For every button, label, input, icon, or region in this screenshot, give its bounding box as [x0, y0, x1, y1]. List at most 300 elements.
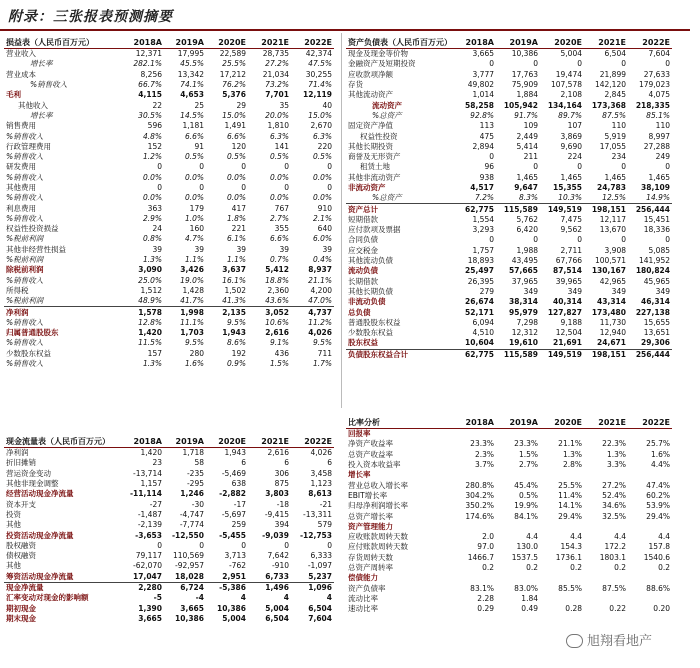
cell-value: 1,496: [265, 583, 289, 592]
cell-value: 28,735: [262, 49, 289, 59]
cell-value: 11.5%: [138, 338, 162, 348]
cell-value: -92,957: [175, 561, 204, 571]
cell-value: 218,335: [635, 100, 670, 110]
cell-value: 41.3%: [222, 296, 246, 306]
cell-value: 110: [655, 121, 670, 131]
cell-value: 0.5%: [312, 152, 332, 162]
table-header-row: [346, 417, 672, 429]
cell-value: 157.8: [648, 542, 670, 552]
table-row: [4, 193, 334, 203]
cell-value: 0.9%: [226, 359, 246, 369]
cell-value: 2,711: [560, 245, 582, 255]
cell-value: 0.0%: [184, 172, 204, 182]
cell-value: 18,893: [467, 256, 494, 266]
table-row: [4, 551, 334, 561]
row-label: 净利润: [6, 448, 29, 458]
cell-value: 47.0%: [308, 296, 332, 306]
row-label: 速动比率: [348, 604, 378, 614]
table-row: [4, 328, 334, 338]
row-label: 增长率: [30, 59, 53, 69]
column-header: 2022E: [304, 436, 332, 446]
cell-value: 12,117: [599, 214, 626, 224]
cell-value: 0.0%: [226, 172, 246, 182]
cell-value: 173,368: [591, 100, 626, 110]
cell-value: 1.3%: [142, 255, 162, 265]
cell-value: 8,256: [140, 69, 162, 79]
cell-value: 2.7%: [269, 213, 289, 223]
table-row: [346, 338, 672, 349]
table-row: [346, 511, 672, 521]
cell-value: 8,997: [648, 131, 670, 141]
cell-value: 1.5%: [269, 359, 289, 369]
table-row: [346, 173, 672, 183]
cell-value: 0: [241, 162, 246, 172]
cell-value: 0: [284, 162, 289, 172]
cell-value: 0: [621, 162, 626, 172]
cell-value: 57,665: [509, 266, 538, 276]
row-label: 长期借款: [348, 276, 378, 286]
cell-value: 6,504: [604, 49, 626, 59]
cell-value: -910: [271, 561, 289, 571]
table-row: [346, 183, 672, 193]
cell-value: -62,070: [133, 561, 162, 571]
row-label: %销售收入: [6, 317, 44, 327]
cell-value: 2.7%: [518, 460, 538, 470]
cell-value: 29.4%: [558, 511, 582, 521]
table-row: [346, 266, 672, 276]
cell-value: 4,653: [180, 90, 204, 100]
ratio-analysis-table: [346, 417, 672, 614]
cell-value: 27.2%: [265, 59, 289, 69]
cell-value: 0.29: [477, 604, 494, 614]
cell-value: 6.6%: [226, 131, 246, 141]
table-row: [346, 100, 672, 110]
cell-value: 27,288: [643, 141, 670, 151]
column-header: 2020E: [218, 37, 246, 47]
cell-value: 6.6%: [184, 131, 204, 141]
table-row: [346, 573, 672, 583]
cell-value: 174.6%: [465, 511, 494, 521]
cell-value: 6.1%: [226, 234, 246, 244]
cell-value: 6,724: [180, 583, 204, 592]
cell-value: 25: [194, 100, 204, 110]
cell-value: 15,451: [643, 214, 670, 224]
table-row: [4, 224, 334, 234]
cell-value: 2,894: [472, 141, 494, 151]
row-label: 增长率: [30, 110, 53, 120]
cell-value: 394: [274, 520, 289, 530]
cell-value: 13,651: [643, 328, 670, 338]
cell-value: 17,055: [599, 141, 626, 151]
cell-value: 417: [231, 203, 246, 213]
row-label: 其他流动负债: [348, 256, 393, 266]
cell-value: 4,737: [308, 307, 332, 317]
cell-value: [540, 470, 584, 480]
cell-value: 37,965: [511, 276, 538, 286]
cell-value: 39: [194, 244, 204, 254]
cell-value: 12,940: [599, 328, 626, 338]
cell-value: 0.0%: [142, 193, 162, 203]
table-row: [346, 460, 672, 470]
row-label: 应交税金: [348, 245, 378, 255]
cell-value: 14.5%: [180, 110, 204, 120]
table-row: [346, 349, 672, 360]
cell-value: 4.4: [614, 532, 626, 542]
cell-value: 4,026: [310, 448, 332, 458]
row-label: 短期借款: [348, 214, 378, 224]
table-row: [346, 235, 672, 245]
cell-value: 19.9%: [514, 501, 538, 511]
cell-value: 1,246: [180, 489, 204, 499]
table-row: [346, 307, 672, 317]
cell-value: 52.4%: [602, 490, 626, 500]
cell-value: 141: [274, 141, 289, 151]
column-header: 2018A: [465, 417, 494, 427]
cell-value: 1,181: [182, 121, 204, 131]
cell-value: 5,004: [265, 603, 289, 613]
table-row: [346, 49, 672, 60]
cell-value: -9,415: [264, 509, 289, 519]
table-header-row: [4, 37, 334, 49]
cell-value: 0.0%: [269, 172, 289, 182]
cell-value: 875: [274, 479, 289, 489]
cell-value: 92.8%: [470, 110, 494, 120]
cell-value: 11,730: [599, 317, 626, 327]
cell-value: 38,314: [509, 297, 538, 307]
cell-value: 88.6%: [646, 583, 670, 593]
cell-value: [452, 470, 496, 480]
cell-value: 97.0: [477, 542, 494, 552]
table-row: [4, 614, 334, 624]
cell-value: 767: [274, 203, 289, 213]
cell-value: 42,965: [599, 276, 626, 286]
row-label: 经营活动现金净流量: [6, 489, 74, 499]
table-row: [4, 603, 334, 613]
cell-value: 16.1%: [222, 275, 246, 285]
cell-value: 2.28: [477, 593, 494, 603]
cell-value: -762: [228, 561, 246, 571]
table-row: [4, 541, 334, 551]
cell-value: 3,803: [265, 489, 289, 499]
cell-value: 475: [479, 131, 494, 141]
cell-value: 62,775: [465, 204, 494, 214]
column-header: 2022E: [304, 37, 332, 47]
cell-value: 1,465: [560, 172, 582, 182]
row-label: %销售收入: [6, 172, 44, 182]
cell-value: 53.9%: [646, 501, 670, 511]
cell-value: 0.5%: [184, 152, 204, 162]
cell-value: 39: [236, 244, 246, 254]
cell-value: 30.5%: [138, 110, 162, 120]
cell-value: 23: [152, 458, 162, 468]
cell-value: 9,562: [560, 225, 582, 235]
row-label: 存货周转天数: [348, 552, 393, 562]
cell-value: 0: [621, 59, 626, 69]
cell-value: -2,139: [137, 520, 162, 530]
cell-value: -13,714: [133, 468, 162, 478]
cell-value: 0.2: [482, 563, 494, 572]
cell-value: -3,653: [135, 530, 162, 540]
cell-value: 19,610: [509, 338, 538, 348]
table-row: [4, 510, 334, 520]
cell-value: -30: [191, 499, 204, 509]
cell-value: 23.3%: [514, 439, 538, 449]
row-label: 其他费用: [6, 183, 36, 192]
table-title: 比率分析: [348, 417, 380, 427]
row-label: 总资产周转率: [348, 563, 393, 572]
cell-value: 6,733: [265, 571, 289, 581]
cell-value: 27.2%: [602, 480, 626, 490]
cell-value: 43.6%: [265, 296, 289, 306]
row-label: 总资产增长率: [348, 511, 393, 521]
title-rule: [0, 29, 690, 31]
cell-value: 1,157: [140, 479, 162, 489]
cell-value: 19,474: [555, 69, 582, 79]
cell-value: 21.1%: [558, 439, 582, 449]
cell-value: 3.7%: [474, 460, 494, 470]
table-row: [4, 286, 334, 296]
cell-value: 11.2%: [308, 317, 332, 327]
row-label: 汇率变动对现金的影响额: [6, 593, 89, 603]
cell-value: [496, 573, 540, 583]
cell-value: 89.7%: [558, 110, 582, 120]
cell-value: 279: [479, 286, 494, 296]
watermark-text: 旭翔看地产: [587, 634, 653, 649]
table-row: [346, 121, 672, 131]
row-label: 期初现金: [6, 603, 36, 613]
cell-value: 105,942: [503, 100, 538, 110]
cell-value: 29,306: [641, 338, 670, 348]
cell-value: 1,096: [308, 583, 332, 592]
cell-value: 21.1%: [308, 275, 332, 285]
cell-value: 436: [274, 348, 289, 358]
balance-sheet-table: [346, 37, 672, 360]
cell-value: 79,117: [135, 551, 162, 561]
column-header: 2019A: [175, 436, 204, 446]
cell-value: 14.9%: [646, 193, 670, 203]
cell-value: [628, 594, 672, 604]
cell-value: -295: [186, 479, 204, 489]
cell-value: 8.3%: [518, 193, 538, 203]
cell-value: 280: [189, 348, 204, 358]
cell-value: 39: [279, 244, 289, 254]
row-label: 其他: [6, 561, 21, 571]
cell-value: 4,115: [138, 90, 162, 100]
cell-value: 0.5%: [518, 490, 538, 500]
cell-value: 1.6%: [650, 449, 670, 459]
cell-value: 96: [484, 162, 494, 172]
row-label: %销售收入: [6, 275, 44, 285]
cell-value: 60.2%: [646, 490, 670, 500]
row-label: 偿债能力: [348, 573, 378, 583]
cell-value: 1.3%: [606, 449, 626, 459]
table-row: [4, 520, 334, 530]
row-label: %销售收入: [6, 193, 44, 203]
cell-value: 1,390: [138, 603, 162, 613]
row-label: 所得税: [6, 285, 29, 295]
row-label: 净资产收益率: [348, 439, 393, 449]
row-label: 其他长期负债: [348, 286, 393, 296]
table-row: [4, 100, 334, 110]
row-label: 总资产收益率: [348, 449, 393, 459]
row-label: %税前利润: [6, 234, 44, 244]
cell-value: 0: [621, 235, 626, 245]
cell-value: [584, 470, 628, 480]
row-label: 现金净流量: [6, 583, 44, 592]
cell-value: 40,314: [553, 297, 582, 307]
table-row: [346, 131, 672, 141]
cell-value: 83.0%: [514, 583, 538, 593]
table-row: [4, 349, 334, 359]
cell-value: 4,200: [310, 285, 332, 295]
cell-value: 1.7%: [312, 359, 332, 369]
cell-value: 21,034: [262, 69, 289, 79]
table-row: [346, 553, 672, 563]
cell-value: 596: [147, 121, 162, 131]
cell-value: 2.9%: [142, 213, 162, 223]
cell-value: 0.8%: [142, 234, 162, 244]
table-row: [4, 255, 334, 265]
cell-value: 24: [152, 224, 162, 234]
row-label: 非流动负债: [348, 297, 386, 307]
cell-value: 83.1%: [470, 583, 494, 593]
table-row: [346, 297, 672, 307]
cell-value: 107: [567, 121, 582, 131]
cell-value: 120: [231, 141, 246, 151]
cell-value: 4.8%: [142, 131, 162, 141]
table-row: [4, 530, 334, 540]
row-label: 应付账款周转天数: [348, 542, 408, 552]
row-label: 非流动资产: [348, 183, 386, 192]
row-label: 权益性投资: [360, 131, 398, 141]
cell-value: 3,908: [604, 245, 626, 255]
cell-value: 1,703: [180, 328, 204, 338]
table-row: [346, 80, 672, 90]
cell-value: 4: [326, 593, 332, 603]
cell-value: 154.3: [560, 542, 582, 552]
table-row: [4, 296, 334, 307]
cell-value: 3,665: [138, 613, 162, 623]
cell-value: 7,604: [648, 49, 670, 59]
row-label: %税前利润: [6, 296, 44, 306]
cell-value: 0: [533, 162, 538, 172]
column-header: 2018A: [133, 436, 162, 446]
table-row: [4, 111, 334, 121]
cell-value: 0.0%: [142, 172, 162, 182]
cell-value: 1537.5: [511, 552, 538, 562]
cell-value: 1,810: [267, 121, 289, 131]
row-label: 投资: [6, 509, 21, 519]
cell-value: 9.5%: [312, 338, 332, 348]
cell-value: -5,469: [221, 468, 246, 478]
row-label: 营业成本: [6, 69, 36, 79]
cell-value: 1,757: [472, 245, 494, 255]
cell-value: 58: [194, 458, 204, 468]
cell-value: 3,458: [310, 468, 332, 478]
table-row: [346, 542, 672, 552]
cell-value: 130,167: [591, 266, 626, 276]
table-row: [346, 256, 672, 266]
cell-value: 0: [665, 235, 670, 245]
table-row: [346, 491, 672, 501]
cell-value: 21,899: [599, 69, 626, 79]
cell-value: 1.0%: [184, 213, 204, 223]
cell-value: 0.2: [526, 563, 538, 572]
cell-value: 2,845: [604, 90, 626, 100]
cell-value: 349: [655, 286, 670, 296]
cell-value: 3,777: [472, 69, 494, 79]
cell-value: 7.2%: [474, 193, 494, 203]
cell-value: 0.22: [609, 604, 626, 614]
cell-value: 3,665: [180, 603, 204, 613]
cell-value: -18: [276, 499, 289, 509]
table-row: [4, 458, 334, 468]
cash-flow-table: [4, 436, 334, 624]
table-row: [346, 470, 672, 480]
cell-value: 5,004: [222, 613, 246, 623]
row-label: 行政管理费用: [6, 141, 51, 151]
cell-value: 304.2%: [465, 490, 494, 500]
cell-value: 87,514: [553, 266, 582, 276]
row-label: 利息费用: [6, 203, 36, 213]
cell-value: 640: [317, 224, 332, 234]
row-label: 少数股东权益: [6, 348, 51, 358]
column-header: 2019A: [509, 37, 538, 47]
cell-value: 0: [199, 540, 204, 550]
cell-value: 2.0: [482, 532, 494, 542]
row-label: 营业总收入增长率: [348, 480, 408, 490]
column-header: 2020E: [218, 436, 246, 446]
row-label: %销售收入: [30, 80, 68, 90]
cell-value: 25.5%: [558, 480, 582, 490]
cell-value: 22.3%: [602, 439, 626, 449]
table-header-row: [4, 436, 334, 448]
cell-value: 12,119: [303, 90, 332, 100]
cell-value: 22: [152, 100, 162, 110]
row-label: 流动负债: [348, 266, 378, 276]
row-label: 应收款项净额: [348, 69, 393, 79]
cell-value: 0: [489, 59, 494, 69]
cell-value: 220: [317, 141, 332, 151]
cell-value: 227,138: [635, 307, 670, 317]
row-label: 少数股东权益: [348, 328, 393, 338]
cell-value: 6: [241, 458, 246, 468]
table-row: [4, 479, 334, 489]
table-row: [346, 594, 672, 604]
cell-value: -17: [233, 499, 246, 509]
cell-value: 224: [567, 152, 582, 162]
cell-value: 6,504: [308, 603, 332, 613]
row-label: 负债股东权益合计: [348, 349, 408, 359]
table-row: [4, 489, 334, 499]
cell-value: 0.7%: [269, 255, 289, 265]
cell-value: 24,671: [597, 338, 626, 348]
cell-value: 18,336: [643, 225, 670, 235]
cell-value: 8.6%: [226, 338, 246, 348]
cell-value: 9.5%: [226, 317, 246, 327]
cell-value: [452, 573, 496, 583]
column-header: 2019A: [175, 37, 204, 47]
row-label: 归母净利润增长率: [348, 501, 408, 511]
cell-value: 40: [322, 100, 332, 110]
cell-value: 1.3%: [562, 449, 582, 459]
cell-value: 1.84: [521, 593, 538, 603]
cell-value: 62,775: [465, 349, 494, 359]
cell-value: 17,047: [133, 571, 162, 581]
cell-value: 0: [533, 59, 538, 69]
cell-value: 32.5%: [602, 511, 626, 521]
cell-value: 1,884: [516, 90, 538, 100]
